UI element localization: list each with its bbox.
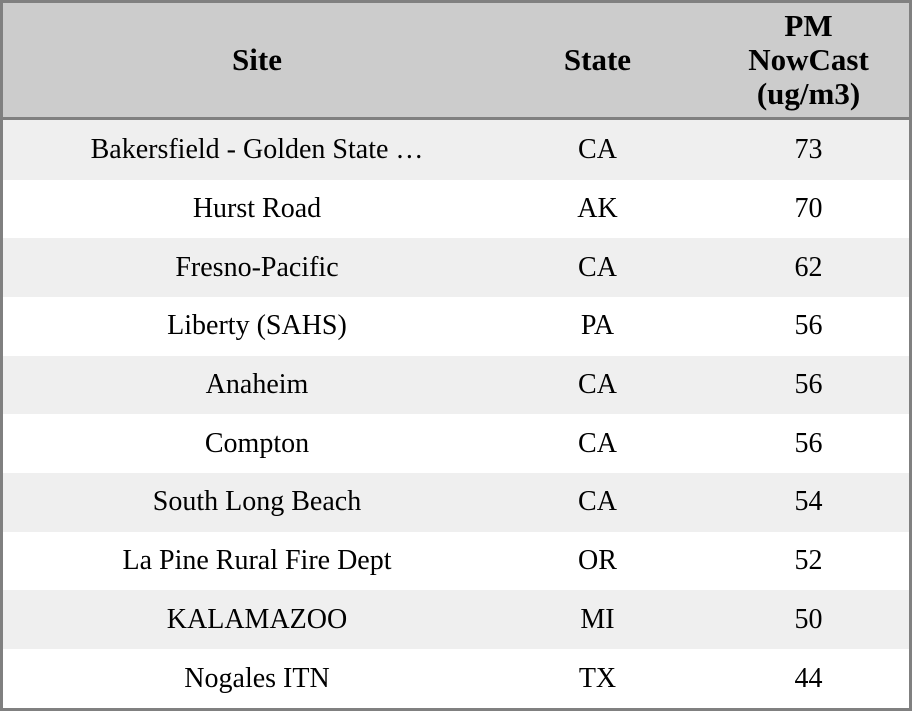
table-row[interactable] (3, 119, 912, 180)
cell-state: CA (511, 356, 684, 415)
cell-value: 50 (684, 590, 912, 649)
cell-state: CA (511, 414, 684, 473)
table-row[interactable] (3, 649, 912, 708)
table-header-row (3, 3, 912, 119)
column-header-pm-nowcast-line1: PM (784, 8, 833, 43)
cell-value: 62 (684, 238, 912, 297)
cell-value: 73 (684, 119, 912, 180)
table-row[interactable] (3, 238, 912, 297)
cell-site: Fresno-Pacific (3, 238, 511, 297)
cell-state: CA (511, 473, 684, 532)
column-header-pm-nowcast-line2: NowCast (748, 42, 869, 78)
cell-state: OR (511, 532, 684, 591)
table-row[interactable] (3, 180, 912, 239)
cell-value: 52 (684, 532, 912, 591)
cell-value: 44 (684, 649, 912, 708)
cell-state: AK (511, 180, 684, 239)
cell-site: South Long Beach (3, 473, 511, 532)
table-row[interactable] (3, 590, 912, 649)
cell-site: Liberty (SAHS) (3, 297, 511, 356)
cell-site: Compton (3, 414, 511, 473)
cell-site: La Pine Rural Fire Dept (3, 532, 511, 591)
cell-site: Anaheim (3, 356, 511, 415)
column-header-state[interactable]: State (511, 3, 684, 119)
table-row[interactable] (3, 297, 912, 356)
cell-state: CA (511, 119, 684, 180)
table-row[interactable] (3, 356, 912, 415)
cell-value: 70 (684, 180, 912, 239)
table-row[interactable] (3, 473, 912, 532)
cell-site: Hurst Road (3, 180, 511, 239)
column-header-pm-nowcast[interactable] (684, 3, 912, 119)
cell-state: PA (511, 297, 684, 356)
cell-value: 56 (684, 356, 912, 415)
pm-nowcast-table (3, 3, 912, 708)
cell-value: 56 (684, 414, 912, 473)
cell-site: Bakersfield - Golden State … (3, 119, 511, 180)
cell-value: 56 (684, 297, 912, 356)
cell-value: 54 (684, 473, 912, 532)
cell-site: Nogales ITN (3, 649, 511, 708)
table-row[interactable] (3, 414, 912, 473)
table-body (3, 119, 912, 708)
table-header (3, 3, 912, 119)
cell-site: KALAMAZOO (3, 590, 511, 649)
table-row[interactable] (3, 532, 912, 591)
cell-state: CA (511, 238, 684, 297)
column-header-pm-nowcast-line3: (ug/m3) (756, 76, 861, 112)
cell-state: TX (511, 649, 684, 708)
cell-state: MI (511, 590, 684, 649)
column-header-site[interactable]: Site (3, 3, 511, 119)
